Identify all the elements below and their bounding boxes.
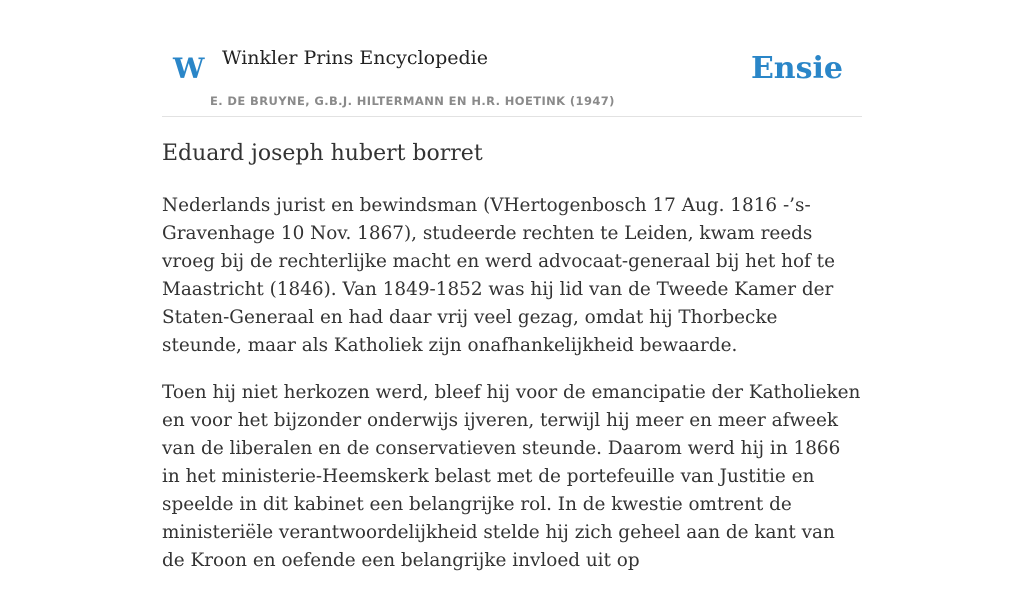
page: [162, 0, 862, 571]
source-header: [162, 0, 862, 117]
source-title[interactable]: Winkler Prins Encyclopedie: [222, 47, 488, 69]
article-paragraph: Toen hij niet herkozen werd, bleef hij voor de emancipatie der Katholieken en voor het bijzonder onderwijs ijveren, terwijl hij meer en meer afweek van de liberalen en de conservatieven steunde. Daarom werd hij in 1866 in het ministerie-Heemskerk belast met de portefeuille van Justitie en speelde in dit kabinet een belangrijke rol. In de kwestie omtrent de ministeriële verantwoordelijkheid stelde hij zich geheel aan de kant van de Kroon en oefende een belangrijke invloed uit op: [162, 382, 861, 571]
article-paragraph: Nederlands jurist en bewindsman (VHertogenbosch 17 Aug. 1816 -’s-Gravenhage 10 Nov. 1867), studeerde rechten te Leiden, kwam reeds vroeg bij de rechterlijke macht en werd advocaat-generaal bij het hof te Maastricht (1846). Van 1849-1852 was hij lid van de Tweede Kamer der Staten-Generaal en had daar vrij veel gezag, omdat hij Thorbecke steunde, maar als Katholiek zijn onafhankelijkheid bewaarde.: [162, 195, 835, 356]
article-title: Eduard joseph hubert borret: [162, 141, 483, 166]
brand-logo[interactable]: Ensie: [750, 51, 843, 86]
source-logo-icon[interactable]: W: [173, 52, 205, 85]
source-authors: E. DE BRUYNE, G.B.J. HILTERMANN EN H.R. HOETINK (1947): [210, 94, 615, 108]
article-body: [162, 192, 862, 594]
